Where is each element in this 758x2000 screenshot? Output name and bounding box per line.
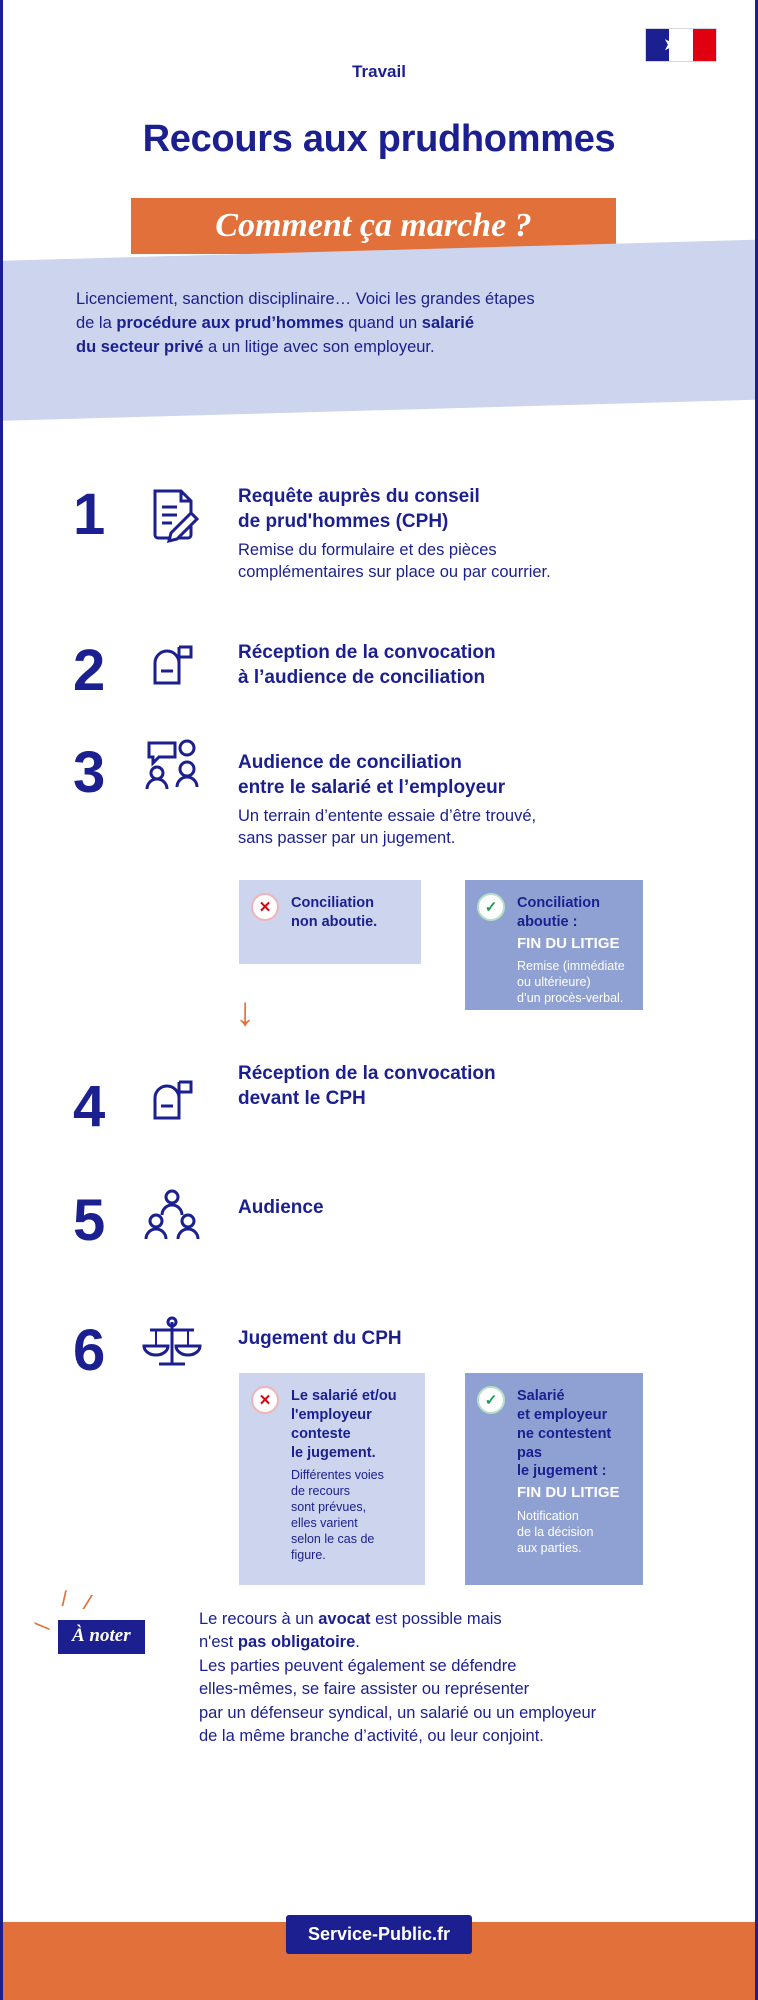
step-6-success-strong: FIN DU LITIGE	[517, 1484, 620, 1502]
step-3-success-sub3: d’un procès-verbal.	[517, 991, 624, 1006]
step-6-outcome-fail	[239, 1373, 425, 1585]
step-6-fail-line4: le jugement.	[291, 1444, 376, 1461]
step-3-outcome-success	[465, 880, 643, 1010]
scales-of-justice-icon	[141, 1312, 203, 1379]
step-3-body	[238, 805, 638, 850]
step-6-fail-sub4: elles varient	[291, 1516, 358, 1531]
step-4-number: 4	[73, 1074, 106, 1139]
arrow-down-icon: ↓	[235, 990, 255, 1034]
step-4-title-line2: devant le CPH	[238, 1087, 366, 1109]
step-4-title	[238, 1062, 628, 1111]
step-1-body-line1: Remise du formulaire et des pièces	[238, 541, 497, 559]
step-5-number: 5	[73, 1188, 106, 1253]
step-1-title-line1: Requête auprès du conseil	[238, 486, 480, 507]
kicker-label: Travail	[352, 62, 406, 81]
service-public-logo[interactable]: Service-Public.fr	[286, 1915, 472, 1954]
french-flag-icon	[645, 28, 717, 62]
audience-people-icon	[143, 1188, 201, 1251]
check-circle-icon: ✓	[477, 893, 505, 921]
step-6-fail-sub3: sont prévues,	[291, 1500, 367, 1515]
step-6-title-line1: Jugement du CPH	[238, 1328, 402, 1349]
intro-line3: a un litige avec son employeur.	[203, 337, 435, 356]
note-text	[199, 1608, 729, 1749]
step-1-number: 1	[73, 482, 106, 547]
step-6-fail-line1: Le salarié et/ou	[291, 1388, 397, 1404]
step-3-fail-line1: Conciliation	[291, 895, 374, 911]
step-3-body-line1: Un terrain d’entente essaie d’être trouvé,	[238, 807, 537, 825]
step-6-number: 6	[73, 1318, 106, 1383]
step-3-success-strong: FIN DU LITIGE	[517, 934, 620, 952]
intro-line2-bold2: salarié	[421, 313, 475, 332]
marianne-glyph: ➤	[663, 35, 678, 54]
note-line3: Les parties peuvent également se défendre	[199, 1656, 517, 1675]
step-1-body-line2: complémentaires sur place ou par courrier.	[238, 563, 551, 582]
step-3-body-line2: sans passer par un jugement.	[238, 829, 456, 848]
step-6-fail-sub2: de recours	[291, 1484, 351, 1499]
page-title: Recours aux prudhommes	[142, 118, 616, 160]
intro-line2-b: quand un	[343, 313, 422, 332]
step-6-outcome-success	[465, 1373, 643, 1585]
step-2-number: 2	[73, 638, 106, 703]
intro-line2-bold: procédure aux prud’hommes	[116, 313, 344, 332]
mailbox-icon	[145, 635, 203, 698]
note-line5: par un défenseur syndical, un salarié ou un employeur	[199, 1703, 597, 1722]
step-6-fail-sub1: Différentes voies	[291, 1468, 384, 1483]
step-1-body	[238, 539, 628, 584]
note-line2-b: .	[355, 1633, 360, 1652]
spark-line-icon: ⁄	[30, 1622, 53, 1630]
step-3-success-line2: aboutie :	[517, 913, 578, 930]
step-3-success-line1: Conciliation	[517, 895, 600, 911]
note-line6: de la même branche d’activité, ou leur conjoint.	[199, 1727, 544, 1746]
step-3-title-line2: entre le salarié et l’employeur	[238, 776, 506, 798]
step-3-success-sub1: Remise (immédiate	[517, 959, 625, 974]
step-3-fail-line2: non aboutie.	[291, 913, 378, 930]
step-6-success-sub2: de la décision	[517, 1524, 594, 1539]
intro-line3-bold: du secteur privé	[76, 337, 204, 356]
step-1-title-line2: de prud'hommes (CPH)	[238, 510, 449, 532]
step-6-title	[238, 1327, 628, 1352]
note-line1-bold: avocat	[318, 1610, 371, 1628]
step-3-number: 3	[73, 740, 106, 805]
step-6-fail-line2: l'employeur	[291, 1406, 372, 1423]
step-1-title	[238, 485, 618, 534]
step-3-title	[238, 751, 628, 800]
step-6-success-line1: Salarié	[517, 1388, 565, 1404]
step-3-success-sub2: ou ultérieure)	[517, 975, 591, 990]
note-line4: elles-mêmes, se faire assister ou représenter	[199, 1680, 530, 1699]
discussion-people-icon	[141, 735, 203, 802]
intro-text	[76, 288, 696, 360]
mailbox-icon	[145, 1070, 203, 1133]
step-6-success-line4: le jugement :	[517, 1463, 607, 1480]
step-6-success-line3: ne contestent pas	[517, 1425, 612, 1461]
spark-line-icon: ⁄	[59, 1588, 70, 1610]
step-6-success-sub1: Notification	[517, 1508, 579, 1523]
step-6-fail-line3: conteste	[291, 1425, 351, 1442]
cross-circle-icon: ✕	[251, 1386, 279, 1414]
step-2-title	[238, 641, 628, 690]
subtitle-text: Comment ça marche ?	[215, 207, 532, 244]
note-badge: À noter	[58, 1620, 145, 1654]
step-2-title-line2: à l’audience de conciliation	[238, 666, 486, 688]
step-6-success-line2: et employeur	[517, 1406, 608, 1423]
cross-circle-icon: ✕	[251, 893, 279, 921]
spark-line-icon: ⁄	[86, 1592, 90, 1614]
step-3-title-line1: Audience de conciliation	[238, 752, 462, 773]
step-2-title-line1: Réception de la convocation	[238, 642, 496, 663]
intro-line1: Licenciement, sanction disciplinaire… Voici les grandes étapes	[76, 290, 535, 308]
intro-line2-a: de la	[76, 313, 117, 332]
note-line2-bold: pas obligatoire	[237, 1633, 356, 1652]
document-pen-icon	[141, 485, 203, 552]
step-4-title-line1: Réception de la convocation	[238, 1063, 496, 1084]
step-3-outcome-fail	[239, 880, 421, 964]
note-line1-a: Le recours à un	[199, 1610, 319, 1628]
note-line1-b: est possible mais	[370, 1610, 502, 1628]
step-5-title	[238, 1196, 628, 1221]
note-line2-a: n'est	[199, 1633, 238, 1652]
step-6-success-sub3: aux parties.	[517, 1540, 582, 1555]
check-circle-icon: ✓	[477, 1386, 505, 1414]
step-5-title-line1: Audience	[238, 1197, 324, 1218]
step-6-fail-sub5: selon le cas de figure.	[291, 1532, 375, 1563]
